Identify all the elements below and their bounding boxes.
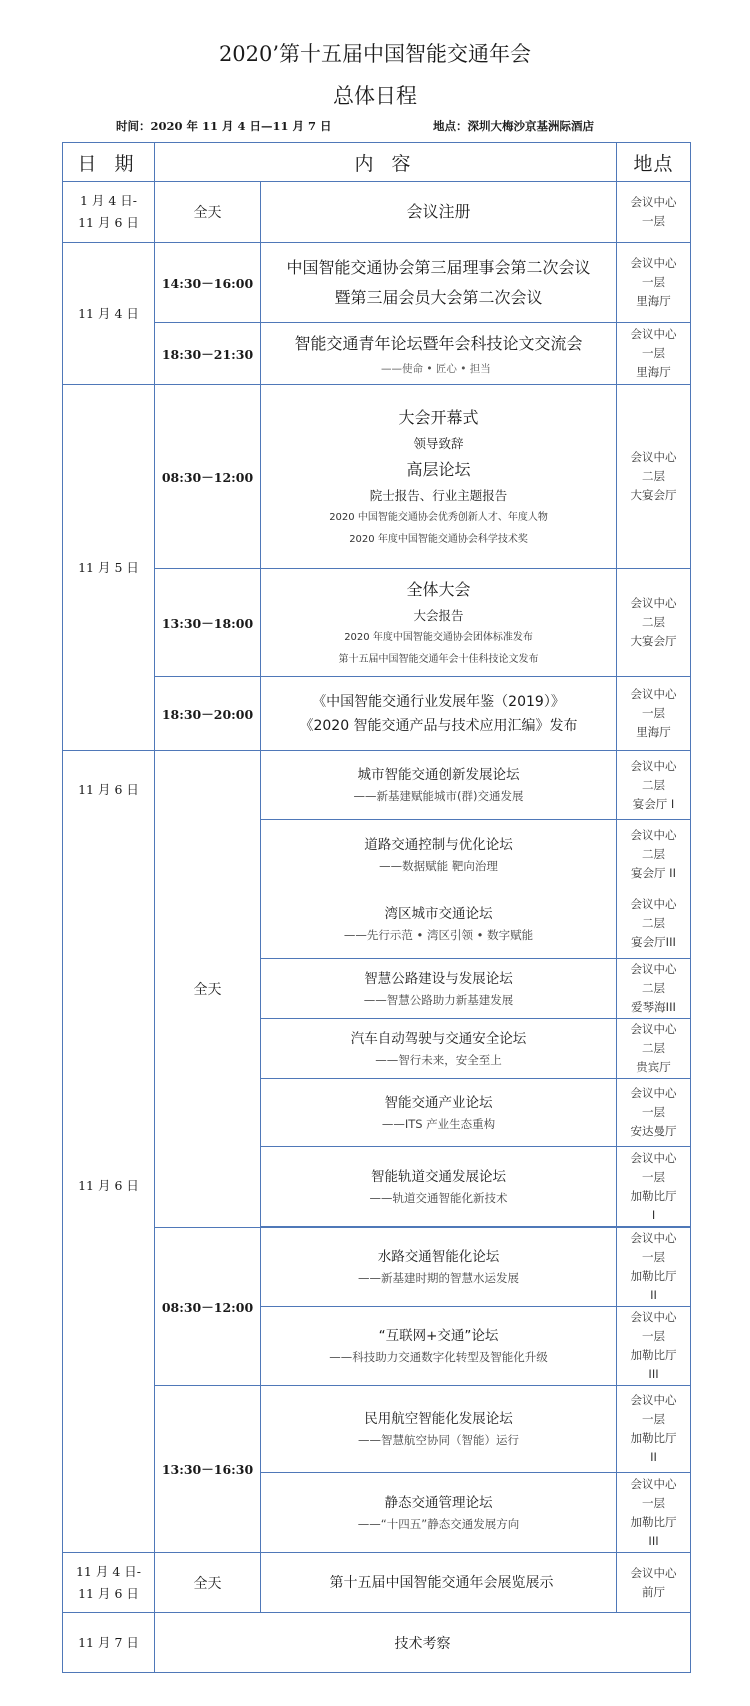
location-line: 会议中心	[630, 687, 677, 701]
table-row	[63, 1553, 691, 1613]
location-line: 爱琴海III	[631, 1000, 676, 1014]
forum-block	[261, 820, 616, 889]
location-line: 二层	[642, 615, 666, 629]
location-line: 宴会厅 I	[632, 796, 675, 811]
date-line: 11 月 6 日	[78, 215, 139, 230]
location-cell	[617, 677, 691, 751]
table-row	[63, 385, 691, 569]
forum-subtitle: ——ITS 产业生态重构	[381, 1116, 496, 1131]
location-cell	[617, 1553, 691, 1613]
location-line: 贵宾厅	[636, 1060, 671, 1074]
forum-block	[261, 889, 616, 958]
forum-cell	[261, 820, 617, 959]
location-cell	[617, 959, 691, 1019]
content-cell	[261, 569, 617, 677]
forum-subtitle: ——智慧公路助力新基建发展	[363, 992, 514, 1007]
content-cell	[261, 243, 617, 323]
time-cell: 18:30－20:00	[155, 677, 261, 751]
table-row	[63, 1228, 691, 1307]
content-line: 暨第三届会员大会第二次会议	[334, 287, 543, 307]
location-cell	[617, 1079, 691, 1147]
location-line: 会议中心	[630, 1086, 677, 1100]
forum-subtitle: ——数据赋能 靶向治理	[379, 858, 498, 873]
forum-subtitle: ——科技助力交通数字化转型及智能化升级	[329, 1350, 548, 1364]
location-line: 宴会厅 II	[631, 866, 676, 880]
location-line: 二层	[642, 916, 666, 930]
forum-subtitle: ——“十四五”静态交通发展方向	[357, 1516, 520, 1531]
forum-cell	[261, 1019, 617, 1079]
column-header-date: 日 期	[63, 143, 155, 182]
forum-title: 智能轨道交通发展论坛	[371, 1168, 506, 1185]
forum-title: 湾区城市交通论坛	[384, 905, 493, 922]
content-line: 院士报告、行业主题报告	[369, 487, 508, 503]
page-subtitle: 总体日程	[333, 84, 417, 108]
table-row	[63, 243, 691, 323]
table-row	[63, 751, 691, 820]
location-cell	[617, 820, 691, 959]
forum-title: 智能交通产业论坛	[384, 1094, 493, 1111]
content-line: 领导致辞	[413, 435, 464, 451]
location-line: 会议中心	[630, 256, 677, 270]
date-cell	[63, 1553, 155, 1613]
date-line: 1 月 4 日-	[79, 193, 138, 208]
event-time: 时间：2020 年 11 月 4 日—11 月 7 日	[116, 119, 332, 133]
location-cell	[617, 323, 691, 385]
location-line: I	[651, 1207, 656, 1222]
location-line: 加勒比厅	[630, 1431, 677, 1445]
location-line: 会议中心	[630, 1231, 677, 1245]
location-line: 一层	[642, 1169, 666, 1184]
location-line: 一层	[642, 1495, 666, 1510]
location-line: 会议中心	[630, 758, 677, 773]
location-line: 加勒比厅	[630, 1188, 677, 1203]
forum-subtitle: ——智慧航空协同（智能）运行	[358, 1433, 519, 1447]
content-cell	[261, 385, 617, 569]
forum-cell	[261, 751, 617, 820]
forum-cell	[261, 1386, 617, 1473]
time-cell: 08:30－12:00	[155, 385, 261, 569]
content-line: 全体大会	[406, 579, 471, 599]
table-row	[63, 677, 691, 751]
forum-title: 静态交通管理论坛	[384, 1494, 493, 1511]
location-line: 一层	[642, 1329, 666, 1343]
content-line: 大会报告	[413, 607, 464, 623]
location-line: II	[650, 1288, 657, 1302]
table-row	[63, 182, 691, 243]
date-cell: 11 月 6 日	[63, 751, 155, 820]
forum-subtitle: ——先行示范 • 湾区引领 • 数字赋能	[343, 927, 534, 942]
content-line: 2020 年度中国智能交通协会团体标准发布	[344, 631, 533, 643]
location-cell	[617, 385, 691, 569]
location-line: 会议中心	[630, 1310, 677, 1324]
location-line: 一层	[642, 1250, 666, 1264]
location-line: 会议中心	[630, 1022, 677, 1036]
forum-title: 汽车自动驾驶与交通安全论坛	[350, 1030, 527, 1047]
column-header-content: 内 容	[155, 143, 617, 182]
content-line: 2020 年度中国智能交通协会科学技术奖	[349, 533, 528, 545]
location-line: 大宴会厅	[630, 488, 677, 502]
content-line: 第十五届中国智能交通年会十佳科技论文发布	[338, 653, 539, 665]
forum-subtitle: ——新基建时期的智慧水运发展	[358, 1271, 519, 1285]
location-line: 会议中心	[630, 1565, 677, 1580]
location-cell	[617, 243, 691, 323]
forum-subtitle: ——轨道交通智能化新技术	[369, 1190, 508, 1205]
forum-cell	[261, 1228, 617, 1307]
content-line: 《2020 智能交通产品与技术应用汇编》发布	[299, 717, 578, 734]
location-line: 里海厅	[636, 725, 671, 739]
content-cell	[261, 1553, 617, 1613]
location-cell	[617, 1307, 691, 1386]
location-line: 会议中心	[630, 962, 677, 976]
forum-title: 智慧公路建设与发展论坛	[364, 970, 513, 987]
date-cell	[63, 182, 155, 243]
content-line: 智能交通青年论坛暨年会科技论文交流会	[294, 334, 583, 353]
time-cell: 全天	[155, 751, 261, 1228]
location-cell	[617, 1386, 691, 1473]
location-line: 一层	[642, 1105, 666, 1119]
forum-title: “互联网+交通”论坛	[378, 1328, 499, 1344]
content-line: 大会开幕式	[398, 407, 479, 427]
content-line: 高层论坛	[406, 459, 471, 479]
schedule-table	[62, 142, 691, 1673]
date-line: 11 月 6 日	[78, 1585, 139, 1601]
location-line: 二层	[642, 981, 666, 995]
content-line: 《中国智能交通行业发展年鉴（2019）》	[312, 693, 565, 710]
time-cell: 全天	[155, 1553, 261, 1613]
table-header-row	[63, 143, 691, 182]
location-line: III	[648, 1367, 659, 1381]
location-line: 会议中心	[630, 897, 677, 911]
location-line: 二层	[642, 469, 666, 483]
forum-cell	[261, 1473, 617, 1553]
content-cell: 会议注册	[261, 182, 617, 243]
location-line: 加勒比厅	[630, 1514, 677, 1529]
content-line: 第十五届中国智能交通年会展览展示	[329, 1574, 554, 1591]
location-line: 会议中心	[630, 1393, 677, 1407]
location-line: II	[650, 1450, 657, 1464]
column-header-location: 地点	[617, 143, 691, 182]
forum-cell	[261, 1147, 617, 1227]
event-venue: 地点：深圳大梅沙京基洲际酒店	[433, 119, 594, 133]
time-cell: 18:30－21:30	[155, 323, 261, 385]
table-row	[63, 569, 691, 677]
location-line: 二层	[642, 847, 666, 861]
forum-cell	[261, 959, 617, 1019]
location-block	[617, 889, 690, 958]
location-cell	[617, 1473, 691, 1553]
location-line: 宴会厅III	[631, 935, 676, 949]
time-cell: 14:30－16:00	[155, 243, 261, 323]
location-cell	[617, 751, 691, 820]
time-cell: 08:30－12:00	[155, 1228, 261, 1386]
forum-cell	[261, 1307, 617, 1386]
location-line: 一层	[642, 706, 666, 720]
location-line: 加勒比厅	[630, 1269, 677, 1283]
date-cell: 11 月 5 日	[63, 385, 155, 751]
forum-title: 道路交通控制与优化论坛	[364, 836, 513, 853]
location-block	[617, 820, 690, 889]
location-line: 一层	[642, 346, 666, 360]
location-line: 里海厅	[636, 365, 671, 379]
location-line: 会议中心	[630, 596, 677, 610]
table-row	[63, 1386, 691, 1473]
location-line: 加勒比厅	[630, 1348, 677, 1362]
location-cell	[617, 569, 691, 677]
content-subline: ——使命 • 匠心 • 担当	[381, 363, 491, 375]
location-line: 前厅	[642, 1584, 666, 1599]
content-cell: 技术考察	[155, 1613, 691, 1673]
page-title: 2020’第十五届中国智能交通年会	[218, 42, 532, 66]
forum-title: 水路交通智能化论坛	[377, 1249, 500, 1265]
content-cell	[261, 323, 617, 385]
forum-subtitle: ——新基建赋能城市(群)交通发展	[353, 789, 524, 803]
location-line: 二层	[642, 777, 666, 792]
location-line: 会议中心	[630, 828, 677, 842]
location-line: 会议中心	[630, 1476, 677, 1491]
forum-cell	[261, 1079, 617, 1147]
date-cell: 11 月 4 日	[63, 243, 155, 385]
location-cell	[617, 1147, 691, 1227]
location-line: 安达曼厅	[630, 1124, 677, 1138]
location-cell	[617, 182, 691, 243]
location-line: 大宴会厅	[630, 634, 677, 648]
forum-subtitle: ——智行未来，安全至上	[375, 1052, 502, 1067]
location-line: 会议中心	[630, 450, 677, 464]
location-line: 会议中心	[630, 195, 677, 209]
location-line: III	[648, 1533, 659, 1548]
content-cell	[261, 677, 617, 751]
forum-title: 民用航空智能化发展论坛	[364, 1411, 513, 1427]
location-line: 一层	[642, 275, 666, 289]
date-line: 11 月 4 日-	[75, 1563, 141, 1579]
content-line: 2020 中国智能交通协会优秀创新人才、年度人物	[329, 511, 548, 523]
location-cell	[617, 1019, 691, 1079]
table-row	[63, 323, 691, 385]
forum-title: 城市智能交通创新发展论坛	[357, 767, 520, 783]
time-cell: 13:30－18:00	[155, 569, 261, 677]
location-line: 一层	[642, 214, 666, 228]
location-line: 会议中心	[630, 327, 677, 341]
location-line: 会议中心	[630, 1150, 677, 1165]
location-line: 二层	[642, 1041, 666, 1055]
date-cell: 11 月 7 日	[63, 1613, 155, 1673]
date-cell: 11 月 6 日	[63, 820, 155, 1553]
time-cell: 全天	[155, 182, 261, 243]
table-row	[63, 1613, 691, 1673]
content-line: 中国智能交通协会第三届理事会第二次会议	[286, 257, 591, 277]
location-line: 里海厅	[636, 294, 671, 308]
location-cell	[617, 1228, 691, 1307]
time-cell: 13:30－16:30	[155, 1386, 261, 1553]
location-line: 一层	[642, 1412, 666, 1426]
